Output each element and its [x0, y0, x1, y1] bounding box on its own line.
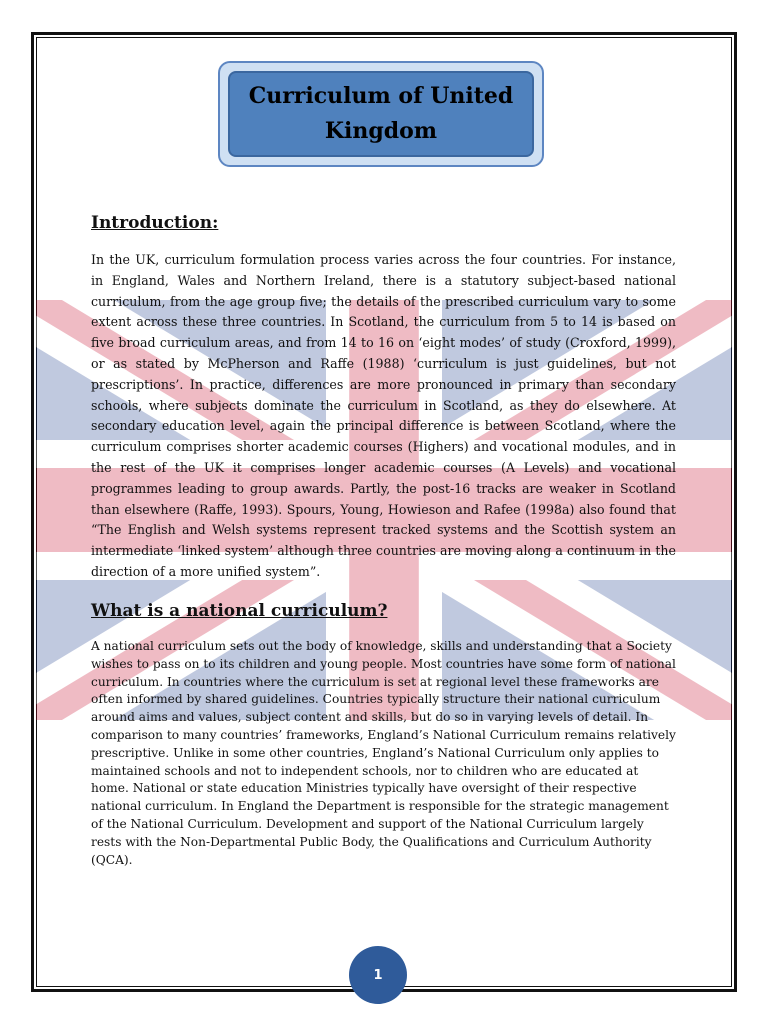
title-box	[228, 71, 534, 157]
section-heading-introduction: Introduction:	[91, 213, 219, 233]
section-body-introduction: In the UK, curriculum formulation process varies across the four countries. For instance, in England, Wales and Northern Ireland, there is a statutory subject-based national curriculum, from the age group five; the details of the prescribed curriculum vary to some extent across these three countries. In Scotland, the curriculum from 5 to 14 is based on five broad curriculum areas, and from 14 to 16 on ‘eight modes’ of study (Croxford, 1999), or as stated by McPherson and Raffe (1988) ‘curriculum is just guidelines, but not prescriptions’. In practice, differences are more pronounced in primary than secondary schools, where subjects dominate the curriculum in Scotland, as they do elsewhere. At secondary education level, again the principal difference is between Scotland, where the curriculum comprises shorter academic courses (Highers) and vocational modules, and in the rest of the UK it comprises longer academic courses (A Levels) and vocational programmes leading to group awards. Partly, the post-16 tracks are weaker in Scotland than elsewhere (Raffe, 1993). Spours, Young, Howieson and Rafee (1998a) also found that “The English and Welsh systems represent tracked systems and the Scottish system an intermediate ‘linked system’ although three countries are moving along a continuum in the direction of a more unified system”.	[91, 252, 676, 579]
title-banner	[218, 61, 544, 167]
section-heading-national-curriculum: What is a national curriculum?	[91, 601, 388, 621]
page-number-badge: 1	[349, 946, 407, 1004]
section-body-national-curriculum: A national curriculum sets out the body of knowledge, skills and understanding that a Society wishes to pass on to its children and young people. Most countries have some form of national curriculum. In countries where the curriculum is set at regional level these frameworks are often informed by shared guidelines. Countries typically structure their national curriculum around aims and values, subject content and skills, but do so in varying levels of detail. In comparison to many countries’ frameworks, England’s National Curriculum remains relatively prescriptive. Unlike in some other countries, England’s National Curriculum only applies to maintained schools and not to independent schools, nor to children who are educated at home. National or state education Ministries typically have oversight of their respective national curriculum. In England the Department is responsible for the strategic management of the National Curriculum. Development and support of the National Curriculum largely rests with the Non-Departmental Public Body, the Qualifications and Curriculum Authority (QCA).	[91, 639, 676, 867]
document-title: Curriculum of United Kingdom	[248, 83, 514, 144]
